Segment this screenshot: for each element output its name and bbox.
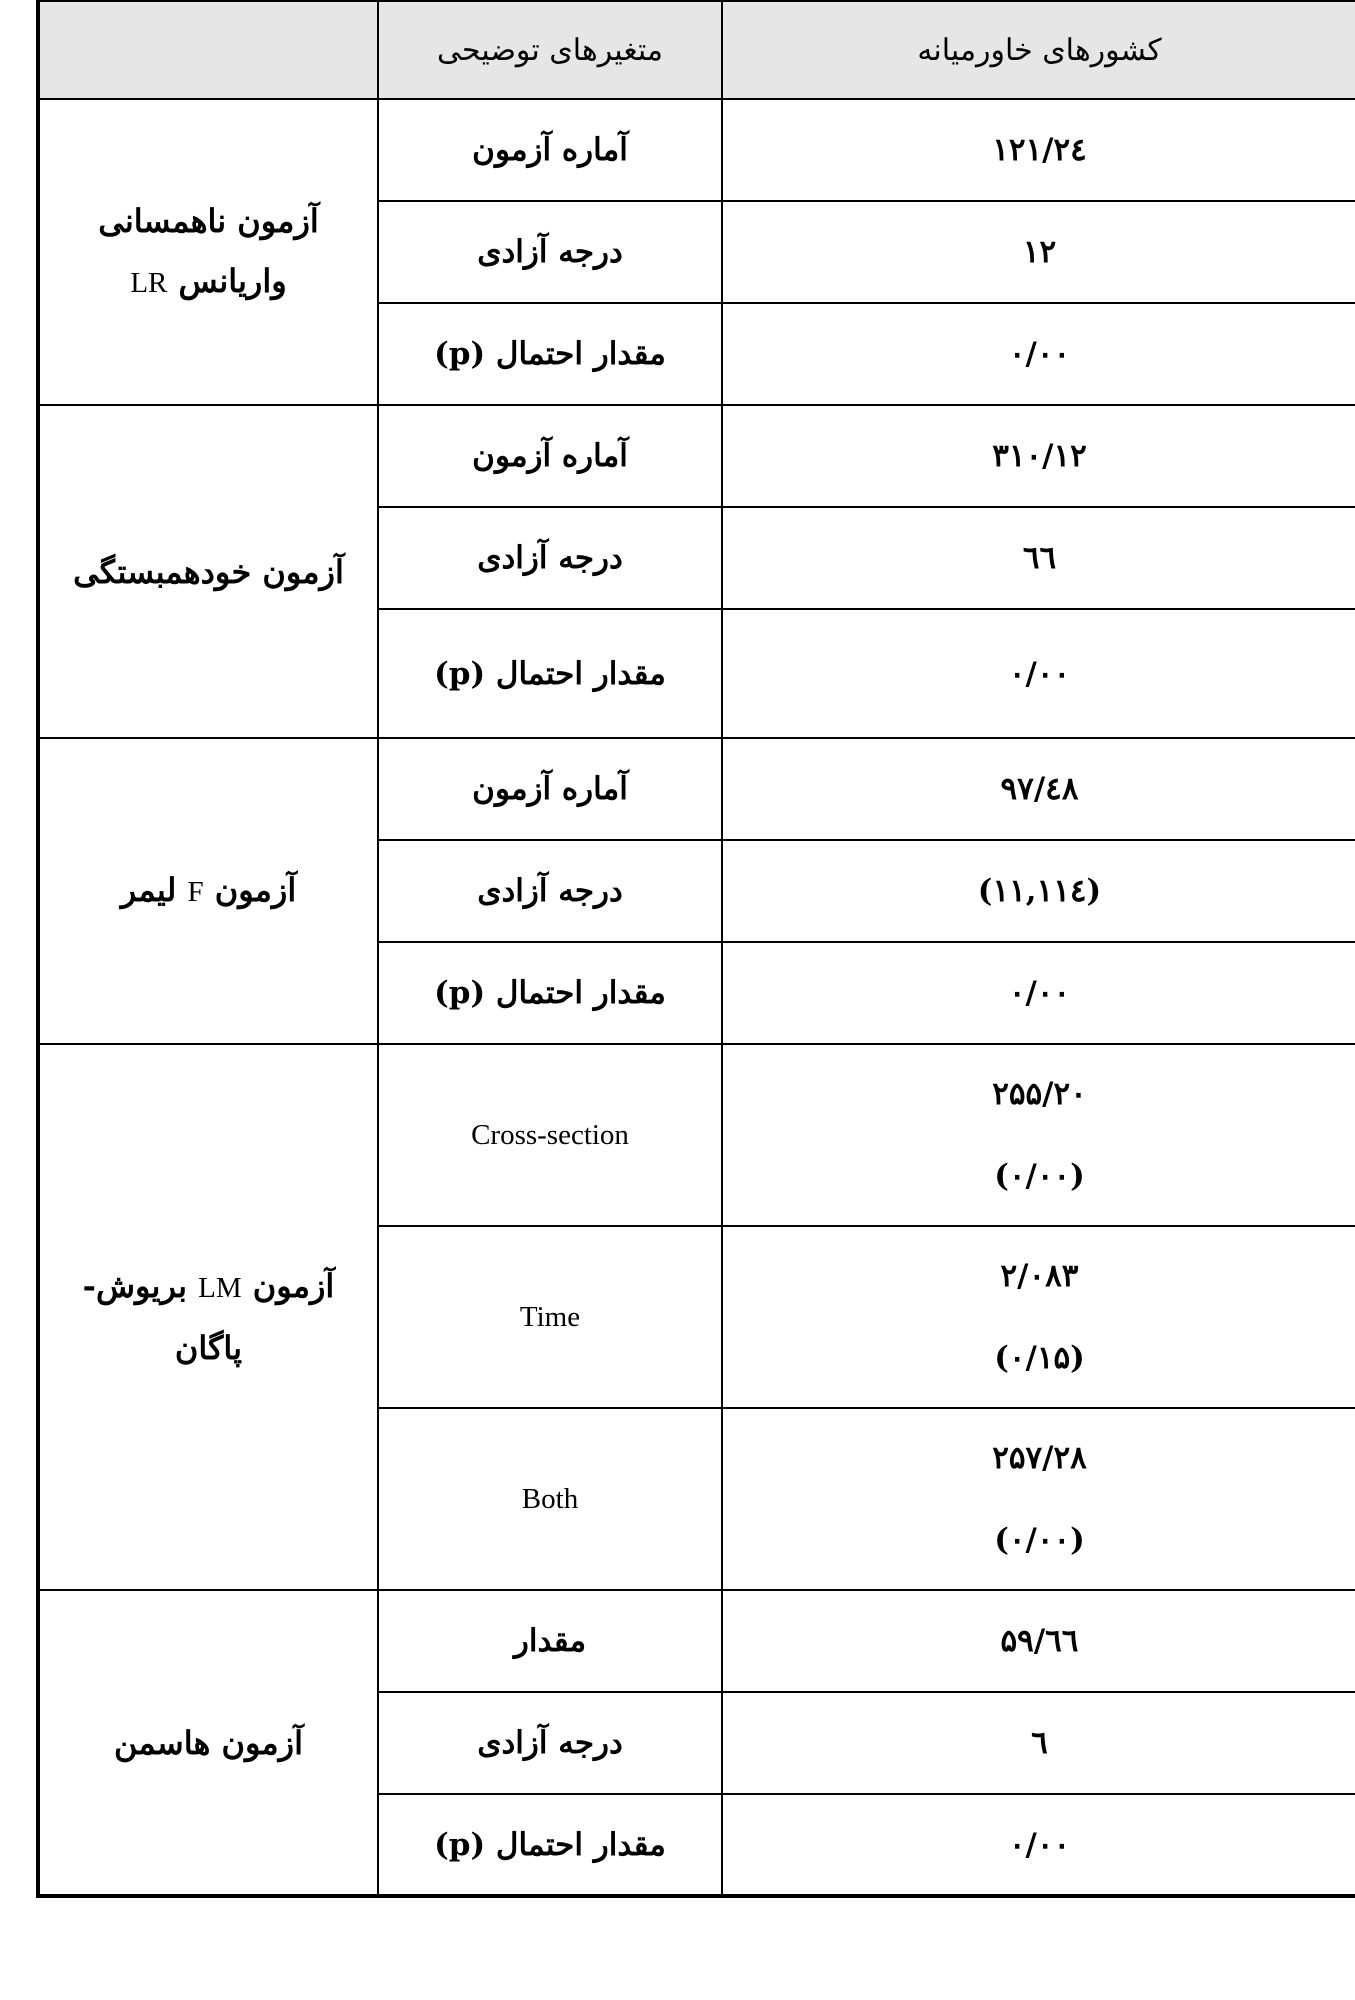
table-row — [38, 99, 1355, 201]
variable-cell: آماره آزمون — [378, 99, 722, 201]
value-cell: ۰/۰۰ — [722, 609, 1355, 738]
test-name-latin: LM — [198, 1272, 242, 1304]
test-name-latin: F — [187, 876, 204, 908]
test-name-autocorrelation: آزمون خودهمبستگی — [38, 405, 378, 738]
test-name-text: آزمون — [214, 871, 297, 909]
test-name-f-limer — [38, 738, 378, 1044]
test-name-text: بریوش- — [82, 1267, 188, 1305]
test-name-latin: LR — [130, 267, 168, 299]
p-value: (۰/۰۰) — [994, 1522, 1085, 1558]
value-cell: ۱۲ — [722, 201, 1355, 303]
statistic-value: ۲۵۵/۲۰ — [992, 1076, 1087, 1112]
variable-cell: درجه آزادی — [378, 201, 722, 303]
value-cell: (۱۱,۱۱٤) — [722, 840, 1355, 942]
variable-cell: مقدار احتمال (p) — [378, 942, 722, 1044]
value-cell: ۱۲۱/۲٤ — [722, 99, 1355, 201]
header-cell-middle-east: کشورهای خاورمیانه — [722, 1, 1355, 99]
results-table — [36, 0, 1355, 1898]
variable-cell: مقدار — [378, 1590, 722, 1692]
header-cell-variables: متغیرهای توضیحی — [378, 1, 722, 99]
test-name-lr-heteroskedasticity — [38, 99, 378, 405]
variable-cell: آماره آزمون — [378, 738, 722, 840]
variable-cell: Time — [378, 1226, 722, 1408]
variable-cell: مقدار احتمال (p) — [378, 303, 722, 405]
header-row — [38, 1, 1355, 99]
statistic-value: ۲/۰۸۳ — [1000, 1258, 1079, 1294]
test-name-text: لیمر — [120, 871, 177, 909]
variable-cell: درجه آزادی — [378, 1692, 722, 1794]
test-name-text: آزمون — [252, 1267, 335, 1305]
header-cell-test — [38, 1, 378, 99]
value-cell: ۹۷/٤۸ — [722, 738, 1355, 840]
value-cell: ۵۹/٦٦ — [722, 1590, 1355, 1692]
test-name-lm-breusch-pagan — [38, 1044, 378, 1590]
table-row — [38, 1590, 1355, 1692]
test-name-line: واریانس — [178, 262, 287, 300]
p-value: (۰/۱۵) — [994, 1340, 1085, 1376]
value-cell: ٦٦ — [722, 507, 1355, 609]
value-cell — [722, 1408, 1355, 1590]
statistic-value: ۲۵۷/۲۸ — [992, 1440, 1087, 1476]
test-name-line: پاگان — [174, 1329, 243, 1367]
variable-cell: Both — [378, 1408, 722, 1590]
variable-cell: آماره آزمون — [378, 405, 722, 507]
table-row — [38, 1044, 1355, 1226]
variable-cell: مقدار احتمال (p) — [378, 1794, 722, 1896]
variable-cell: درجه آزادی — [378, 507, 722, 609]
variable-cell: مقدار احتمال (p) — [378, 609, 722, 738]
value-cell: ۰/۰۰ — [722, 942, 1355, 1044]
p-value: (۰/۰۰) — [994, 1158, 1085, 1194]
value-cell: ۰/۰۰ — [722, 303, 1355, 405]
table-row — [38, 738, 1355, 840]
value-cell — [722, 1226, 1355, 1408]
variable-cell: درجه آزادی — [378, 840, 722, 942]
variable-cell: Cross-section — [378, 1044, 722, 1226]
value-cell: ٦ — [722, 1692, 1355, 1794]
test-name-hausman: آزمون هاسمن — [38, 1590, 378, 1896]
table-row — [38, 405, 1355, 507]
value-cell: ۳۱۰/۱۲ — [722, 405, 1355, 507]
value-cell: ۰/۰۰ — [722, 1794, 1355, 1896]
test-name-line: آزمون ناهمسانی — [98, 202, 319, 240]
value-cell — [722, 1044, 1355, 1226]
